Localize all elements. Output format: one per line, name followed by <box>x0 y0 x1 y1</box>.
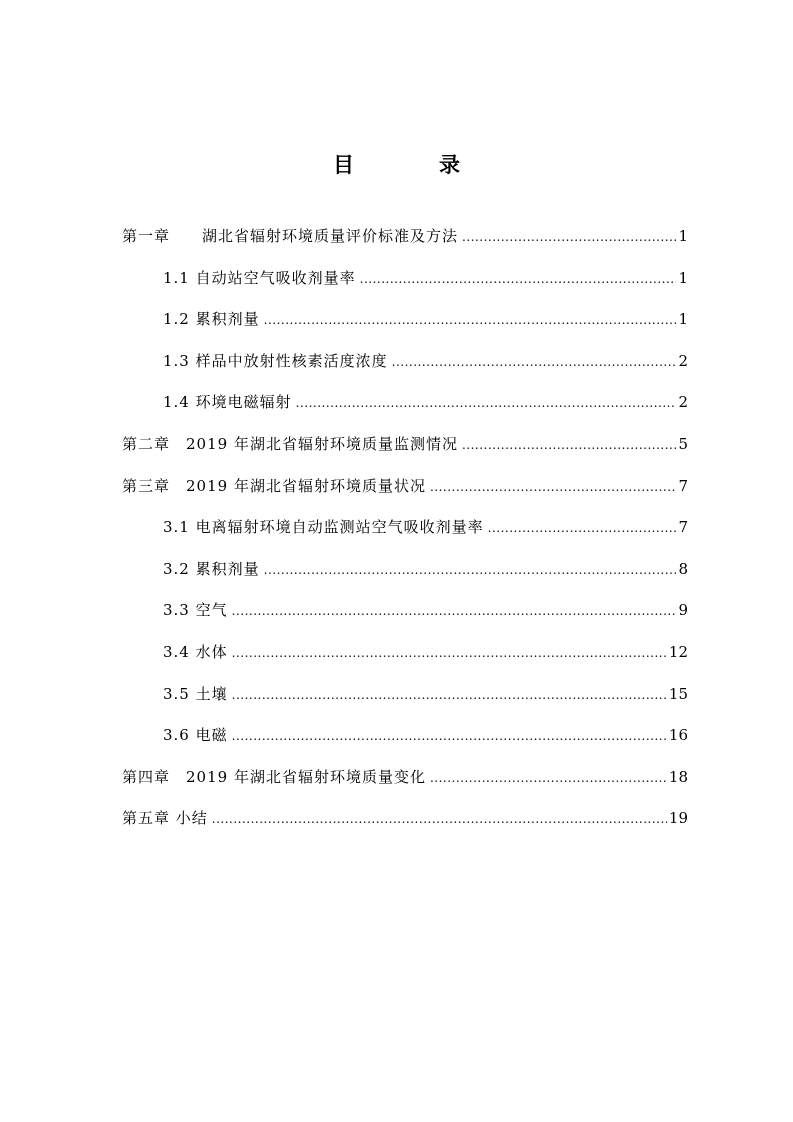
toc-page-number: 18 <box>668 767 688 786</box>
toc-entry[interactable] <box>122 264 688 306</box>
toc-page-number: 1 <box>678 268 688 287</box>
toc-page-number: 5 <box>678 434 688 453</box>
toc-dot-leader <box>462 431 677 459</box>
toc-entry[interactable] <box>122 305 688 347</box>
toc-entry-text: 1.3 样品中放射性核素活度浓度 <box>163 351 388 370</box>
toc-dot-leader <box>232 597 677 625</box>
toc-entry-text: 3.4 水体 <box>163 642 228 661</box>
toc-dot-leader <box>232 681 667 709</box>
toc-page-number: 16 <box>668 726 688 745</box>
toc-entry[interactable] <box>122 638 688 680</box>
toc-dot-leader <box>462 223 676 251</box>
toc-dot-leader <box>264 306 677 334</box>
toc-entry-text: 第二章 2019 年湖北省辐射环境质量监测情况 <box>122 434 458 453</box>
toc-entry-text: 第三章 2019 年湖北省辐射环境质量状况 <box>122 476 426 495</box>
toc-dot-leader <box>212 805 667 833</box>
toc-entry-text: 第五章 小结 <box>122 809 208 828</box>
toc-dot-leader <box>430 473 677 501</box>
toc-page-number: 19 <box>668 809 688 828</box>
toc-page-number: 9 <box>678 601 688 620</box>
toc-entry[interactable] <box>122 513 688 555</box>
toc-page-number: 2 <box>678 393 688 412</box>
toc-dot-leader <box>430 764 667 792</box>
toc-entry-text: 3.3 空气 <box>163 601 228 620</box>
toc-page-number: 7 <box>678 518 688 537</box>
toc-page-number: 2 <box>678 351 688 370</box>
toc-entry-text: 1.4 环境电磁辐射 <box>163 393 292 412</box>
toc-entry-text: 3.2 累积剂量 <box>163 559 260 578</box>
toc-entry[interactable] <box>122 388 688 430</box>
toc-page-number: 8 <box>678 559 688 578</box>
toc-entry[interactable] <box>122 763 688 805</box>
toc-entry[interactable] <box>122 430 688 472</box>
toc-entry-text: 第四章 2019 年湖北省辐射环境质量变化 <box>122 767 426 786</box>
toc-page-number: 1 <box>678 227 688 245</box>
toc-dot-leader <box>232 639 667 667</box>
toc-dot-leader <box>488 514 677 542</box>
page-title: 目 录 <box>333 153 492 177</box>
toc-dot-leader <box>296 389 677 417</box>
toc-page-number: 12 <box>668 642 688 661</box>
toc-entry-text: 3.5 土壤 <box>163 684 228 703</box>
toc-entry-text: 第一章 湖北省辐射环境质量评价标准及方法 <box>122 227 459 245</box>
toc-dot-leader <box>264 556 677 584</box>
toc-entry[interactable] <box>122 596 688 638</box>
toc-page-number: 15 <box>668 684 688 703</box>
toc-entry-text: 3.6 电磁 <box>163 726 228 745</box>
toc-entry-text: 1.2 累积剂量 <box>163 310 260 329</box>
toc-entry-text: 1.1 自动站空气吸收剂量率 <box>163 268 356 287</box>
toc-entry[interactable] <box>122 555 688 597</box>
toc-dot-leader <box>392 348 677 376</box>
table-of-contents <box>122 222 688 846</box>
toc-entry[interactable] <box>122 680 688 722</box>
toc-entry[interactable] <box>122 721 688 763</box>
toc-dot-leader <box>232 722 667 750</box>
toc-page-number: 1 <box>678 310 688 329</box>
toc-entry[interactable] <box>122 222 688 264</box>
toc-entry[interactable] <box>122 347 688 389</box>
toc-entry[interactable] <box>122 472 688 514</box>
toc-page-number: 7 <box>678 476 688 495</box>
toc-entry-text: 3.1 电离辐射环境自动监测站空气吸收剂量率 <box>163 518 484 537</box>
toc-dot-leader <box>360 265 677 293</box>
toc-entry[interactable] <box>122 804 688 846</box>
